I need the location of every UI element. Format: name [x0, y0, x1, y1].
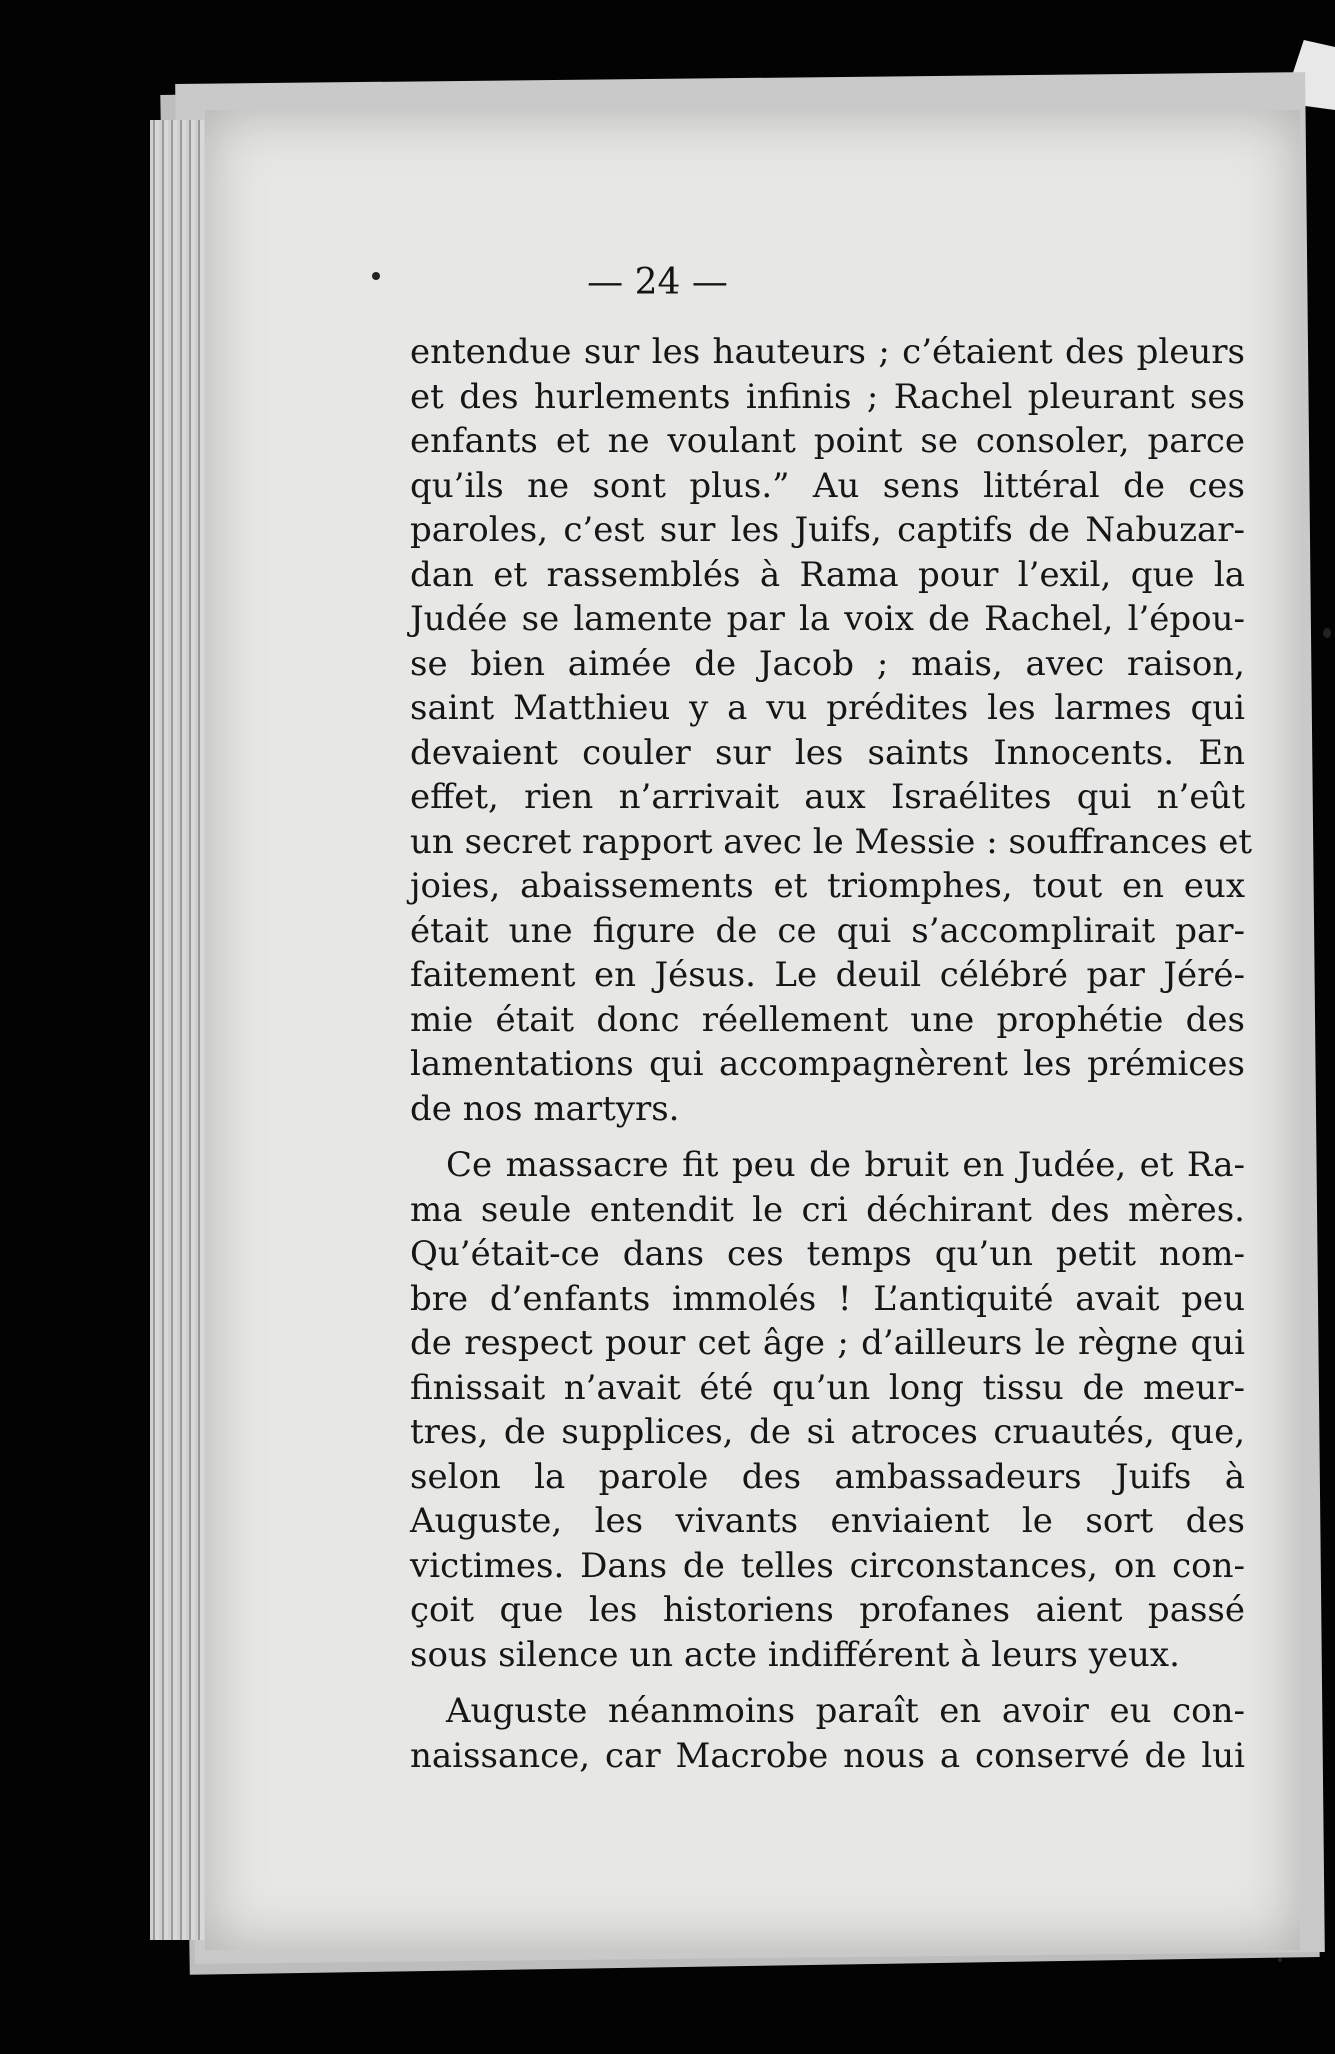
ink-speck: [1278, 1958, 1282, 1962]
ink-speck: [1323, 628, 1331, 638]
text-line: tres, de supplices, de si atroces cruautés, que,: [410, 1412, 1245, 1452]
text-line: sous silence un acte indifférent à leurs yeux.: [410, 1634, 1180, 1675]
text-line: Judée se lamente par la voix de Rachel, l’épou-: [410, 599, 1245, 639]
text-line: ma seule entendit le cri déchirant des mères.: [410, 1189, 1245, 1230]
text-line: effet, rien n’arrivait aux Israélites qui n’eût: [410, 777, 1245, 817]
text-line: entendue sur les hauteurs ; c’étaient des pleurs: [410, 332, 1245, 372]
text-line: victimes. Dans de telles circonstances, on con-: [410, 1545, 1245, 1586]
paragraph: [410, 1143, 1245, 1677]
text-line: était une figure de ce qui s’accomplirait par-: [410, 910, 1245, 951]
page-number: [0, 262, 1335, 303]
text-line: et des hurlements infinis ; Rachel pleurant ses: [410, 376, 1245, 417]
text-line: faitement en Jésus. Le deuil célébré par Jéré-: [410, 955, 1245, 995]
text-line: de respect pour cet âge ; d’ailleurs le règne qui: [410, 1323, 1245, 1363]
text-line: çoit que les historiens profanes aient passé: [410, 1590, 1245, 1630]
paragraph: [410, 1689, 1245, 1778]
text-line: dan et rassemblés à Rama pour l’exil, que la: [410, 554, 1245, 595]
text-line: mie était donc réellement une prophétie des: [410, 999, 1245, 1040]
text-line: Auguste néanmoins paraît en avoir eu con-: [446, 1691, 1245, 1731]
text-line: finissait n’avait été qu’un long tissu de meur-: [410, 1367, 1245, 1408]
page-edges: [150, 120, 210, 1940]
text-line: qu’ils ne sont plus.” Au sens littéral de ces: [410, 465, 1245, 506]
paragraph: [410, 330, 1253, 1131]
page-number-text: — 24 —: [587, 262, 728, 303]
text-line: saint Matthieu y a vu prédites les larmes qui: [410, 688, 1245, 728]
text-line: selon la parole des ambassadeurs Juifs à: [410, 1456, 1245, 1497]
text-line: Auguste, les vivants enviaient le sort des: [410, 1501, 1245, 1541]
text-line: de nos martyrs.: [410, 1088, 680, 1129]
text-line: bre d’enfants immolés ! L’antiquité avait peu: [410, 1278, 1245, 1319]
text-line: devaient couler sur les saints Innocents. En: [410, 732, 1245, 773]
text-line: Qu’était-ce dans ces temps qu’un petit nom-: [410, 1234, 1245, 1274]
text-line: naissance, car Macrobe nous a conservé de lui: [410, 1735, 1245, 1776]
text-line: Ce massacre fit peu de bruit en Judée, et Ra-: [446, 1145, 1245, 1185]
text-line: joies, abaissements et triomphes, tout en eux: [410, 866, 1245, 906]
body-text: [410, 330, 1253, 1778]
text-line: paroles, c’est sur les Juifs, captifs de Nabuzar-: [410, 510, 1245, 550]
text-line: enfants et ne voulant point se consoler, parce: [410, 421, 1245, 461]
text-line: lamentations qui accompagnèrent les prémices: [410, 1044, 1245, 1084]
text-line: un secret rapport avec le Messie : souffrances et: [410, 821, 1253, 862]
text-line: se bien aimée de Jacob ; mais, avec raison,: [410, 643, 1245, 684]
